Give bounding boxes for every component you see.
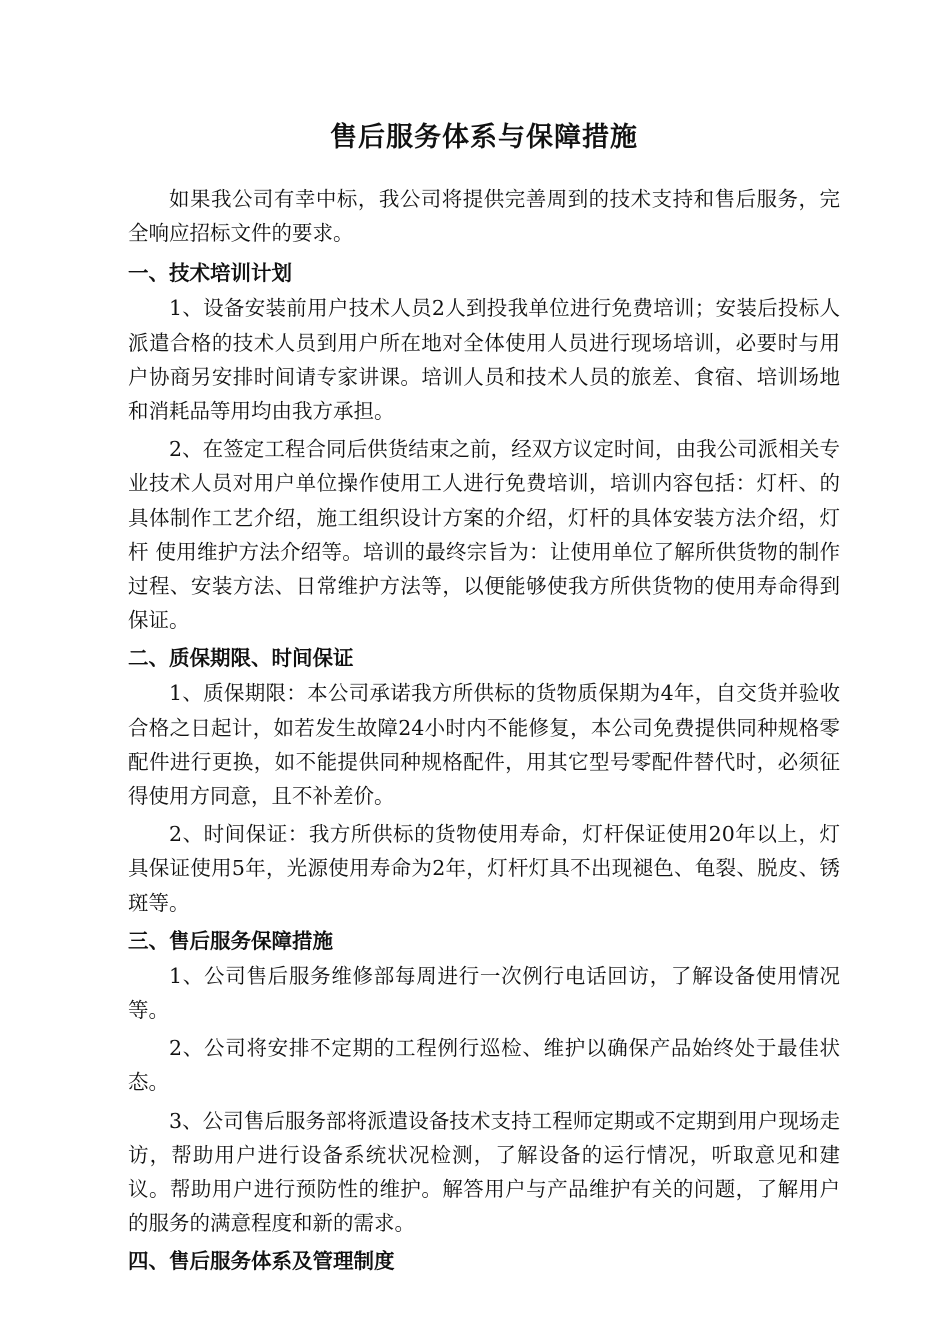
service-paragraph-2: 2、公司将安排不定期的工程例行巡检、维护以确保产品始终处于最佳状态。 xyxy=(128,1036,840,1095)
service-paragraph-3: 3、公司售后服务部将派遣设备技术支持工程师定期或不定期到用户现场走访，帮助用户进行设备系统状况检测，了解设备的运行情况，听取意见和建议。帮助用户进行预防性的维护。解答用户与产品维护有关的问题，了解用户的服务的满意程度和新的需求。 xyxy=(128,1108,840,1236)
warranty-paragraph-2: 2、时间保证：我方所供标的货物使用寿命，灯杆保证使用20年以上，灯具保证使用5年，光源使用寿命为2年，灯杆灯具不出现褪色、龟裂、脱皮、锈斑等。 xyxy=(128,822,840,915)
intro-paragraph: 如果我公司有幸中标，我公司将提供完善周到的技术支持和售后服务，完全响应招标文件的要求。 xyxy=(128,187,840,246)
document-page xyxy=(128,118,840,1279)
section-heading-warranty: 二、质保期限、时间保证 xyxy=(128,646,354,671)
section-heading-service-measures: 三、售后服务保障措施 xyxy=(128,928,333,953)
service-paragraph-1: 1、公司售后服务维修部每周进行一次例行电话回访，了解设备使用情况等。 xyxy=(128,963,840,1023)
training-paragraph-1: 1、设备安装前用户技术人员2人到投我单位进行免费培训；安装后投标人派遣合格的技术人员到用户所在地对全体使用人员进行现场培训，必要时与用户协商另安排时间请专家讲课。培训人员和技术人员的旅差、食宿、培训场地和消耗品等用均由我方承担。 xyxy=(128,296,840,424)
document-title: 售后服务体系与保障措施 xyxy=(330,122,638,153)
warranty-paragraph-1: 1、质保期限：本公司承诺我方所供标的货物质保期为4年，自交货并验收合格之日起计，如若发生故障24小时内不能修复，本公司免费提供同种规格零配件进行更换，如不能提供同种规格配件，用其它型号零配件替代时，必须征得使用方同意，且不补差价。 xyxy=(128,681,840,809)
section-heading-training: 一、技术培训计划 xyxy=(128,261,292,286)
section-heading-service-system: 四、售后服务体系及管理制度 xyxy=(128,1249,395,1274)
training-paragraph-2: 2、在签定工程合同后供货结束之前，经双方议定时间，由我公司派相关专业技术人员对用户单位操作使用工人进行免费培训，培训内容包括：灯杆、的具体制作工艺介绍，施工组织设计方案的介绍，灯杆的具体安装方法介绍，灯杆 使用维护方法介绍等。培训的最终宗旨为：让使用单位了解所供货物的制作过程、安装方法、日常维护方法等，以便能够使我方所供货物的使用寿命得到保证。 xyxy=(128,437,840,633)
